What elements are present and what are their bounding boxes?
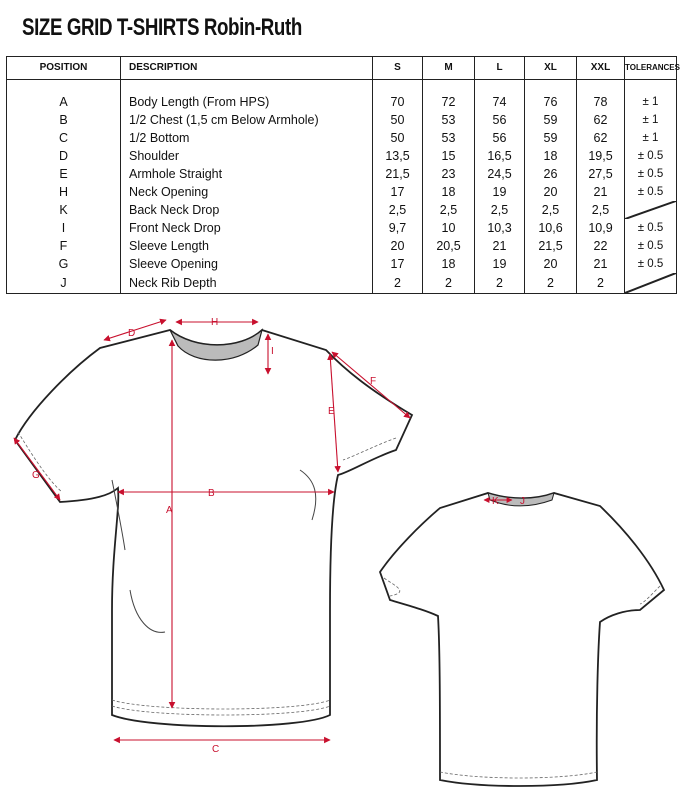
row-description: Neck Opening	[121, 183, 373, 201]
row-value: 72	[423, 93, 475, 111]
row-tolerance	[625, 201, 677, 219]
row-tolerance	[625, 273, 677, 294]
row-value: 78	[577, 93, 625, 111]
row-value: 53	[423, 111, 475, 129]
row-tolerance: ± 0.5	[625, 147, 677, 165]
row-value: 50	[373, 129, 423, 147]
row-value: 56	[475, 111, 525, 129]
header-position: POSITION	[7, 57, 121, 80]
row-position: C	[7, 129, 121, 147]
row-tolerance: ± 0.5	[625, 183, 677, 201]
header-description: DESCRIPTION	[121, 57, 373, 80]
row-value: 2,5	[423, 201, 475, 219]
row-value: 10,9	[577, 219, 625, 237]
label-k: K	[492, 496, 499, 507]
row-value: 76	[525, 93, 577, 111]
row-value: 74	[475, 93, 525, 111]
row-description: Sleeve Opening	[121, 255, 373, 273]
row-position: H	[7, 183, 121, 201]
row-value: 2,5	[373, 201, 423, 219]
label-d: D	[128, 328, 136, 339]
row-value: 19	[475, 183, 525, 201]
row-value: 17	[373, 255, 423, 273]
row-value: 2	[525, 273, 577, 294]
size-grid-table	[6, 56, 680, 294]
row-tolerance: ± 0.5	[625, 165, 677, 183]
row-tolerance: ± 0.5	[625, 219, 677, 237]
row-value: 21	[577, 183, 625, 201]
row-value: 18	[525, 147, 577, 165]
table-row	[7, 273, 677, 294]
row-description: Sleeve Length	[121, 237, 373, 255]
row-value: 21	[577, 255, 625, 273]
row-value: 20,5	[423, 237, 475, 255]
table-row	[7, 201, 677, 219]
label-g: G	[32, 470, 40, 481]
row-value: 2,5	[525, 201, 577, 219]
row-position: I	[7, 219, 121, 237]
row-value: 20	[373, 237, 423, 255]
row-value: 21,5	[373, 165, 423, 183]
table-row	[7, 129, 677, 147]
row-value: 2	[423, 273, 475, 294]
table-row	[7, 93, 677, 111]
label-f: F	[370, 376, 377, 387]
row-tolerance: ± 0.5	[625, 237, 677, 255]
row-value: 22	[577, 237, 625, 255]
row-value: 2	[475, 273, 525, 294]
header-size-s: S	[373, 57, 423, 80]
row-value: 53	[423, 129, 475, 147]
row-value: 20	[525, 255, 577, 273]
table-header-row	[7, 57, 677, 80]
row-value: 21	[475, 237, 525, 255]
row-position: A	[7, 93, 121, 111]
row-value: 18	[423, 183, 475, 201]
row-value: 19,5	[577, 147, 625, 165]
row-value: 16,5	[475, 147, 525, 165]
row-value: 27,5	[577, 165, 625, 183]
table-row	[7, 183, 677, 201]
row-description: 1/2 Chest (1,5 cm Below Armhole)	[121, 111, 373, 129]
row-position: G	[7, 255, 121, 273]
row-value: 56	[475, 129, 525, 147]
row-tolerance: ± 0.5	[625, 255, 677, 273]
table-spacer-row	[7, 80, 677, 94]
row-value: 10	[423, 219, 475, 237]
table-row	[7, 237, 677, 255]
row-value: 10,6	[525, 219, 577, 237]
row-value: 26	[525, 165, 577, 183]
row-position: D	[7, 147, 121, 165]
row-value: 2,5	[475, 201, 525, 219]
row-description: 1/2 Bottom	[121, 129, 373, 147]
tshirt-diagram	[0, 310, 692, 800]
row-description: Front Neck Drop	[121, 219, 373, 237]
row-tolerance: ± 1	[625, 111, 677, 129]
row-value: 59	[525, 111, 577, 129]
tolerance-na-slash	[625, 201, 676, 219]
header-tolerances: TOLERANCES	[625, 57, 677, 80]
row-value: 2	[373, 273, 423, 294]
row-position: J	[7, 273, 121, 294]
header-size-xxl: XXL	[577, 57, 625, 80]
row-value: 15	[423, 147, 475, 165]
row-description: Neck Rib Depth	[121, 273, 373, 294]
header-size-m: M	[423, 57, 475, 80]
row-description: Back Neck Drop	[121, 201, 373, 219]
label-c: C	[212, 744, 220, 755]
row-description: Shoulder	[121, 147, 373, 165]
row-tolerance: ± 1	[625, 93, 677, 111]
table-row	[7, 165, 677, 183]
row-value: 20	[525, 183, 577, 201]
label-a: A	[166, 505, 173, 516]
row-value: 19	[475, 255, 525, 273]
table-row	[7, 255, 677, 273]
row-value: 50	[373, 111, 423, 129]
row-position: F	[7, 237, 121, 255]
label-e: E	[328, 406, 335, 417]
row-value: 17	[373, 183, 423, 201]
row-value: 13,5	[373, 147, 423, 165]
row-value: 2	[577, 273, 625, 294]
tolerance-na-slash	[625, 273, 676, 293]
front-tshirt-outline	[15, 330, 412, 726]
row-value: 70	[373, 93, 423, 111]
row-value: 62	[577, 129, 625, 147]
row-position: E	[7, 165, 121, 183]
row-value: 18	[423, 255, 475, 273]
row-description: Body Length (From HPS)	[121, 93, 373, 111]
row-description: Armhole Straight	[121, 165, 373, 183]
row-position: B	[7, 111, 121, 129]
row-value: 23	[423, 165, 475, 183]
row-value: 2,5	[577, 201, 625, 219]
row-value: 24,5	[475, 165, 525, 183]
row-value: 21,5	[525, 237, 577, 255]
row-value: 62	[577, 111, 625, 129]
page-title: SIZE GRID T-SHIRTS Robin-Ruth	[22, 14, 302, 41]
row-value: 59	[525, 129, 577, 147]
row-value: 9,7	[373, 219, 423, 237]
header-size-l: L	[475, 57, 525, 80]
label-h: H	[211, 317, 219, 328]
table-row	[7, 219, 677, 237]
table-row	[7, 147, 677, 165]
label-i: I	[271, 346, 274, 357]
back-tshirt-outline	[380, 493, 664, 786]
label-j: J	[520, 496, 525, 507]
row-position: K	[7, 201, 121, 219]
row-tolerance: ± 1	[625, 129, 677, 147]
table-row	[7, 111, 677, 129]
label-b: B	[208, 488, 215, 499]
header-size-xl: XL	[525, 57, 577, 80]
row-value: 10,3	[475, 219, 525, 237]
